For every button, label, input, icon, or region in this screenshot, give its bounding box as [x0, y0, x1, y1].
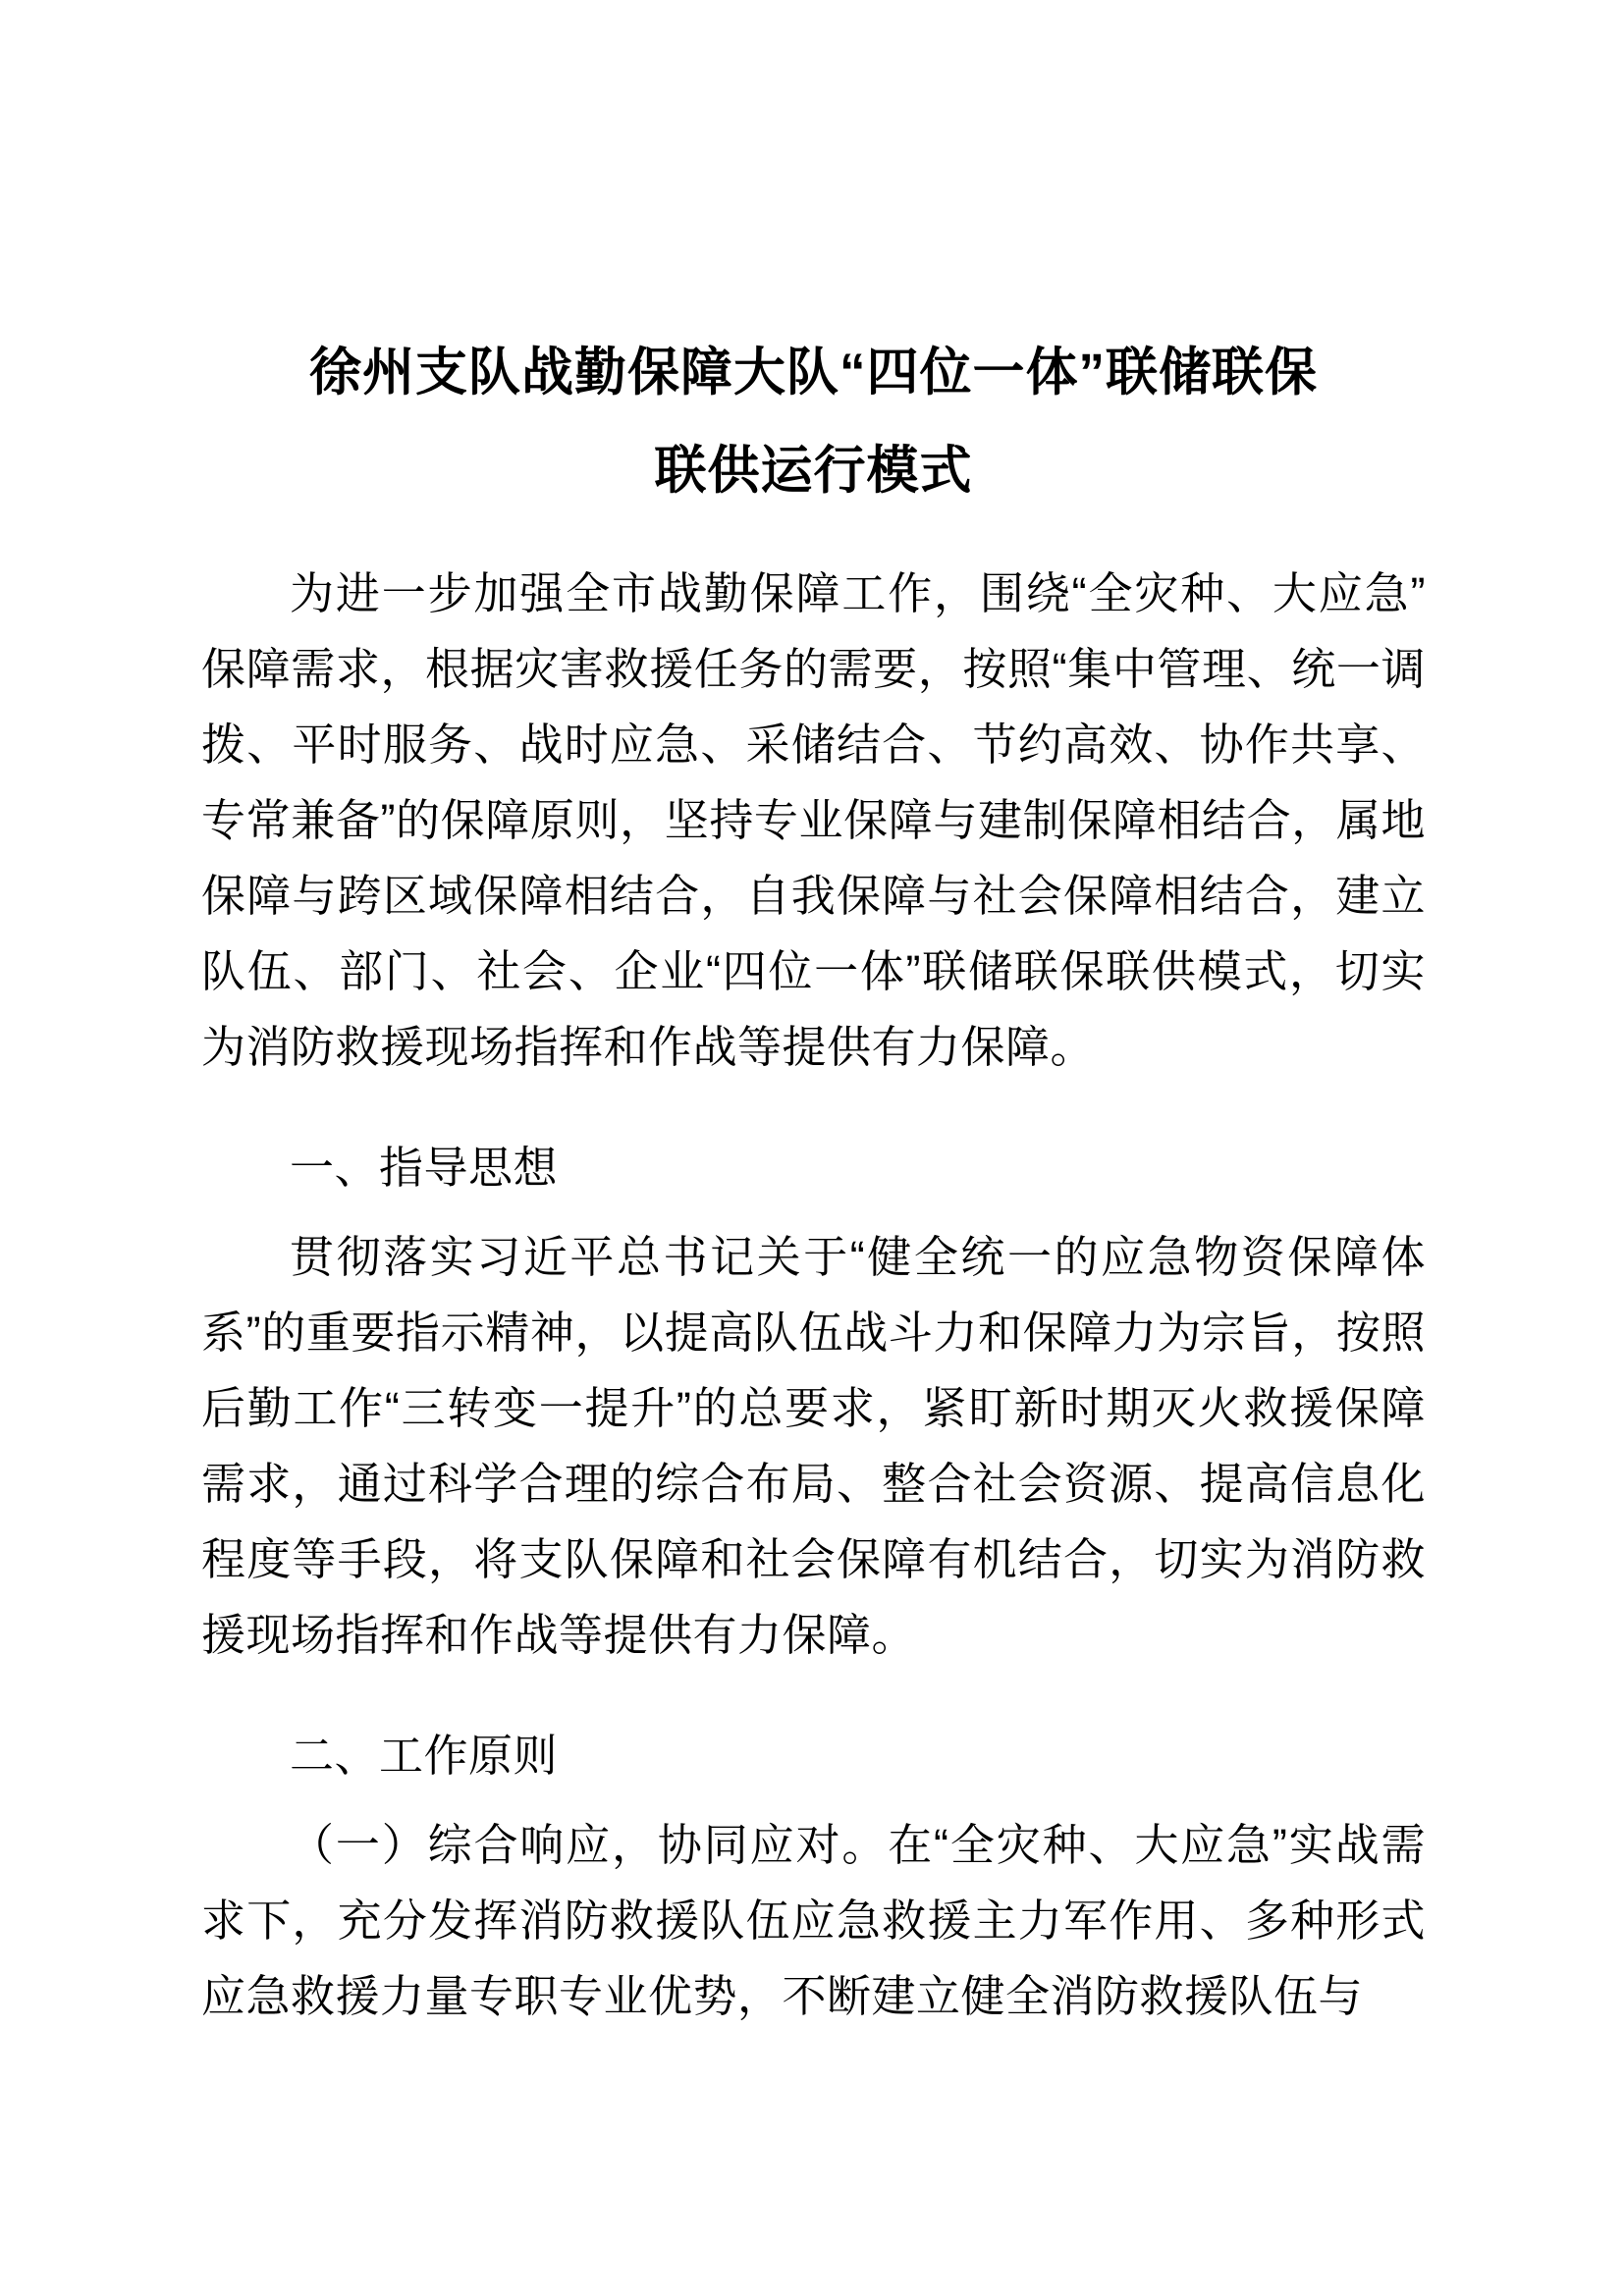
section-2-paragraph: （一）综合响应，协同应对。在“全灾种、大应急”实战需求下，充分发挥消防救援队伍应急救援主力军作用、多种形式应急救援力量专职专业优势，不断建立健全消防救援队伍与: [201, 1820, 1426, 2021]
intro-paragraph: 为进一步加强全市战勤保障工作，围绕“全灾种、大应急”保障需求，根据灾害救援任务的需要，按照“集中管理、统一调拨、平时服务、战时应急、采储结合、节约高效、协作共享、专常兼备”的保障原则，坚持专业保障与建制保障相结合，属地保障与跨区域保障相结合，自我保障与社会保障相结合，建立队伍、部门、社会、企业“四位一体”联储联保联供模式，切实为消防救援现场指挥和作战等提供有力保障。: [201, 568, 1426, 1072]
section-heading-2: 二、工作原则: [290, 1731, 559, 1781]
section-heading-1: 一、指导思想: [290, 1143, 559, 1193]
document-title-line-1: 徐州支队战勤保障大队“四位一体”联储联保: [309, 344, 1318, 401]
document-title-line-2: 联供运行模式: [654, 442, 973, 500]
section-1-paragraph: 贯彻落实习近平总书记关于“健全统一的应急物资保障体系”的重要指示精神，以提高队伍战斗力和保障力为宗旨，按照后勤工作“三转变一提升”的总要求，紧盯新时期灭火救援保障需求，通过科学合理的综合布局、整合社会资源、提高信息化程度等手段，将支队保障和社会保障有机结合，切实为消防救援现场指挥和作战等提供有力保障。: [201, 1232, 1426, 1660]
document-title: [201, 324, 1426, 520]
